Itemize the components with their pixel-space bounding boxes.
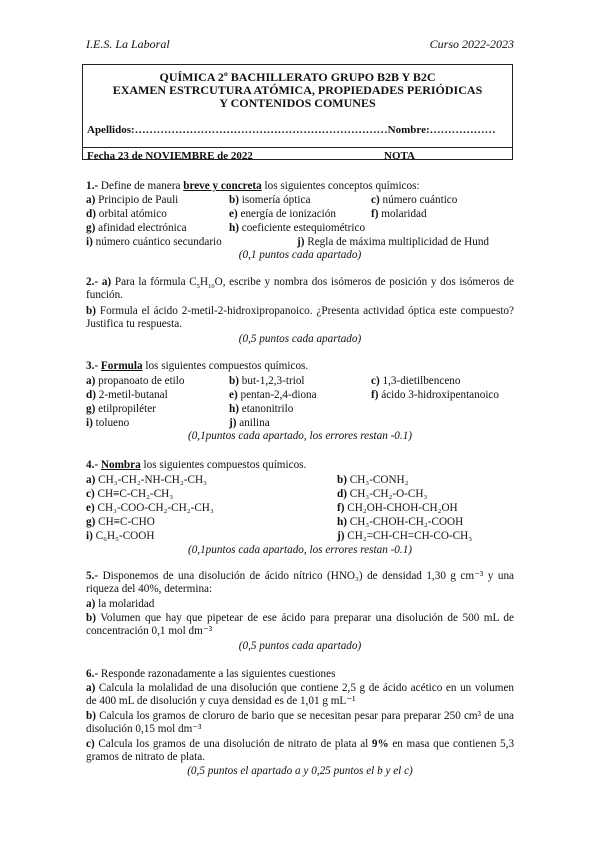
- q3-item-j: j) anilina: [229, 417, 270, 429]
- q3-item-a: a) propanoato de etilo: [86, 375, 185, 387]
- q3-item-f: f) ácido 3-hidroxipentanoico: [371, 389, 499, 401]
- q4-item-b: b) CH₃-CONH₂: [337, 474, 409, 486]
- q4-item-g: g) CH≡C-CHO: [86, 516, 155, 528]
- q1-item-d: d) orbital atómico: [86, 208, 167, 220]
- school-name: I.E.S. La Laboral: [86, 37, 170, 51]
- q4-item-a: a) CH₃-CH₂-NH-CH₂-CH₃: [86, 474, 207, 486]
- q6-part-b: b) Calcula los gramos de cloruro de bario que se necesitan pesar para preparar 250 cm³ de una disolución 0,15 mol dm⁻³: [86, 710, 515, 735]
- grade-label: NOTA: [384, 150, 415, 162]
- exam-date: Fecha 23 de NOVIEMBRE de 2022: [87, 150, 253, 162]
- q6-statement: 6.- Responde razonadamente a las siguientes cuestiones: [86, 668, 336, 680]
- q4-statement: 4.- Nombra los siguientes compuestos químicos.: [86, 459, 307, 471]
- q4-item-i: i) C₆H₅-COOH: [86, 530, 155, 542]
- q4-item-j: j) CH₂=CH-CH=CH-CO-CH₃: [337, 530, 473, 542]
- q6-part-c: c) Calcula los gramos de una disolución de nitrato de plata al 9% en masa que contienen 5,3 gramos de nitrato de plata.: [86, 738, 515, 763]
- q4-item-f: f) CH₂OH-CHOH-CH₂OH: [337, 502, 458, 514]
- q6-score: (0,5 puntos el apartado a y 0,25 puntos el b y el c): [187, 765, 413, 777]
- q1-item-a: a) Principio de Pauli: [86, 194, 179, 206]
- q3-item-c: c) 1,3-dietilbenceno: [371, 375, 461, 387]
- q3-item-g: g) etilpropiléter: [86, 403, 156, 415]
- q1-score: (0,1 puntos cada apartado): [238, 249, 362, 261]
- q1-item-c: c) número cuántico: [371, 194, 458, 206]
- q3-item-b: b) but-1,2,3-triol: [229, 375, 305, 387]
- q3-score: (0,1puntos cada apartado, los errores restan -0.1): [187, 430, 413, 442]
- q3-item-e: e) pentan-2,4-diona: [229, 389, 317, 401]
- q2-part-b: b) Formula el ácido 2-metil-2-hidroxipropanoico. ¿Presenta actividad óptica este compuesto? Justifica tu respuesta.: [86, 305, 514, 330]
- q4-item-h: h) CH₃-CHOH-CH₂-COOH: [337, 516, 464, 528]
- q3-item-i: i) tolueno: [86, 417, 130, 429]
- course-year: Curso 2022-2023: [429, 37, 514, 51]
- q1-item-j: j) Regla de máxima multiplicidad de Hund: [297, 236, 490, 248]
- q3-item-h: h) etanonitrilo: [229, 403, 294, 415]
- q4-item-e: e) CH₃-COO-CH₂-CH₂-CH₃: [86, 502, 214, 514]
- q5-statement: 5.- Disponemos de una disolución de ácido nítrico (HNO₃) de densidad 1,30 g cm⁻³ y una riqueza del 40%, determina:: [86, 570, 515, 595]
- exam-title: EXAMEN ESTRCUTURA ATÓMICA, PROPIEDADES PERIÓDICAS: [112, 83, 483, 97]
- q1-item-e: e) energía de ionización: [229, 208, 336, 220]
- q2-part-a: 2.- a) Para la fórmula $C_5H_{10}O$, escribe y nombra dos isómeros de posición y dos isómeros de función.: [86, 276, 515, 301]
- q4-item-d: d) CH₃-CH₂-O-CH₃: [337, 488, 428, 500]
- q1-item-h: h) coeficiente estequiométrico: [229, 222, 366, 234]
- q4-score: (0,1puntos cada apartado, los errores restan -0.1): [187, 544, 413, 556]
- q1-item-b: b) isomería óptica: [229, 194, 311, 206]
- q6-part-a: a) Calcula la molalidad de una disolución que contiene 2,5 g de ácido acético en un volumen de 400 mL de disolución y cuya densidad es de 1,01 g mL⁻¹: [86, 682, 514, 707]
- box-divider: [83, 147, 512, 148]
- q1-item-g: g) afinidad electrónica: [86, 222, 187, 234]
- q1-item-i: i) número cuántico secundario: [86, 236, 222, 248]
- q5-part-a: a) la molaridad: [86, 598, 155, 610]
- q4-item-c: c) CH≡C-CH₂-CH₃: [86, 488, 174, 500]
- q5-score: (0,5 puntos cada apartado): [238, 640, 362, 652]
- exam-subject: QUÍMICA 2º BACHILLERATO GRUPO B2B Y B2C: [159, 70, 436, 84]
- q2-score: (0,5 puntos cada apartado): [238, 333, 362, 345]
- q1-item-f: f) molaridad: [371, 208, 427, 220]
- exam-title-cont: Y CONTENIDOS COMUNES: [219, 96, 376, 110]
- q3-statement: 3.- Formula los siguientes compuestos químicos.: [86, 360, 309, 372]
- exam-header-box: [82, 64, 513, 160]
- q1-statement: 1.- Define de manera breve y concreta los siguientes conceptos químicos:: [86, 180, 420, 192]
- q3-item-d: d) 2-metil-butanal: [86, 389, 168, 401]
- q5-part-b: b) Volumen que hay que pipetear de ese ácido para preparar una disolución de 500 mL de concentración 0,1 mol dm⁻³: [86, 612, 514, 637]
- name-field: Apellidos:……………………………………………………………Nombre:………………: [87, 124, 496, 136]
